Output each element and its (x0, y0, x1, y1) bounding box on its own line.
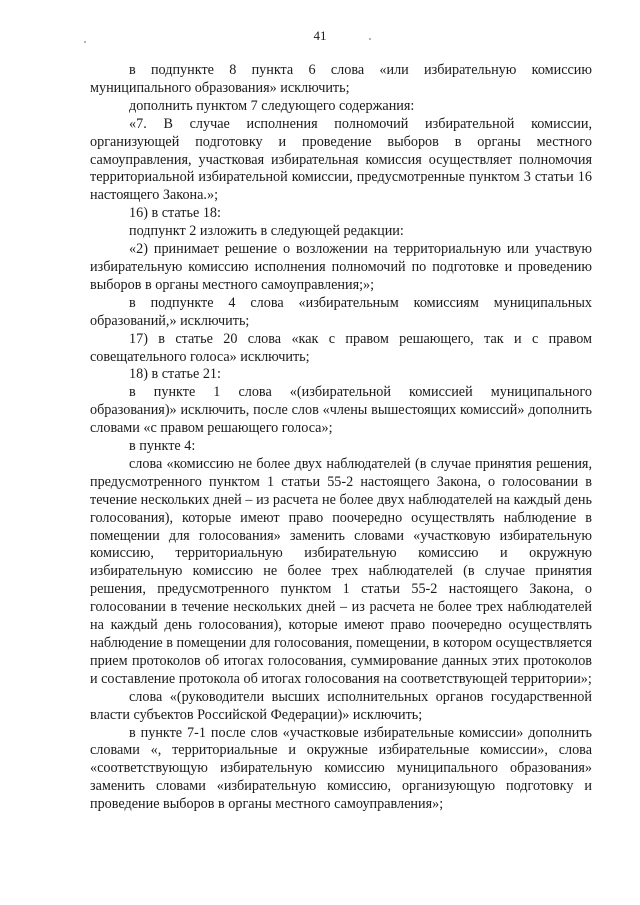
paragraph: «7. В случае исполнения полномочий избирательной комиссии, организующей подготовку и проведение выборов в органы местного самоуправления, участковая избирательная комиссия осуществляет полномочия территориальной избирательной комиссии, предусмотренные пунктом 3 статьи 16 настоящего Закона.»; (90, 115, 592, 204)
paragraph: в пункте 7-1 после слов «участковые избирательные комиссии» дополнить словами «, территориальные и окружные избирательные комиссии», слова «соответствующую избирательную комиссию муниципального образования» заменить словами «избирательную комиссию, организующую подготовку и проведение выборов в органы местного самоуправления»; (90, 724, 592, 813)
paragraph: в пункте 4: (129, 438, 196, 455)
paragraph: 18) в статье 21: (129, 366, 221, 383)
paragraph: в пункте 1 слова «(избирательной комиссией муниципального образования)» исключить, после слов «члены вышестоящих комиссий» дополнить словами «с правом решающего голоса»; (90, 384, 592, 437)
page-number: 41 (313, 28, 327, 43)
paragraph: дополнить пунктом 7 следующего содержания: (129, 97, 415, 114)
paragraph: слова «комиссию не более двух наблюдателей (в случае принятия решения, предусмотренного пунктом 1 статьи 55-2 настоящего Закона, о голосовании в течение нескольких дней – из расчета не более двух наблюдателей на каждый день голосования), которые имеют право поочередно осуществлять наблюдение в помещении для голосования» заменить словами «участковую избирательную комиссию, территориальную избирательную комиссию и окружную избирательную комиссию не более трех наблюдателей (в случае принятия решения, предусмотренного пунктом 1 статьи 55-2 настоящего Закона, о голосовании в течение нескольких дней – из расчета не более трех наблюдателей на каждый день голосования), которые имеют право поочередно осуществлять наблюдение в помещении для голосования, помещении, в котором осуществляется прием протоколов об итогах голосования, суммирование данных этих протоколов и составление протокола об итогах голосования на соответствующей территории»; (90, 455, 593, 687)
paragraph: 16) в статье 18: (129, 205, 221, 222)
paragraph: «2) принимает решение о возложении на территориальную или участвую избирательную комиссию исполнения полномочий по подготовке и проведению выборов в органы местного самоуправления;»; (90, 241, 592, 293)
paragraph: 17) в статье 20 слова «как с правом решающего, так и с правом совещательного голоса» исключить; (90, 330, 592, 365)
paragraph: в подпункте 4 слова «избирательным комиссиям муниципальных образований,» исключить; (90, 294, 592, 329)
paragraph: слова «(руководители высших исполнительных органов государственной власти субъектов Российской Федерации)» исключить; (90, 688, 592, 723)
paragraph: в подпункте 8 пункта 6 слова «или избирательную комиссию муниципального образования» исключить; (90, 62, 592, 96)
paragraph: подпункт 2 изложить в следующей редакции: (129, 223, 404, 240)
document-body (90, 62, 592, 814)
